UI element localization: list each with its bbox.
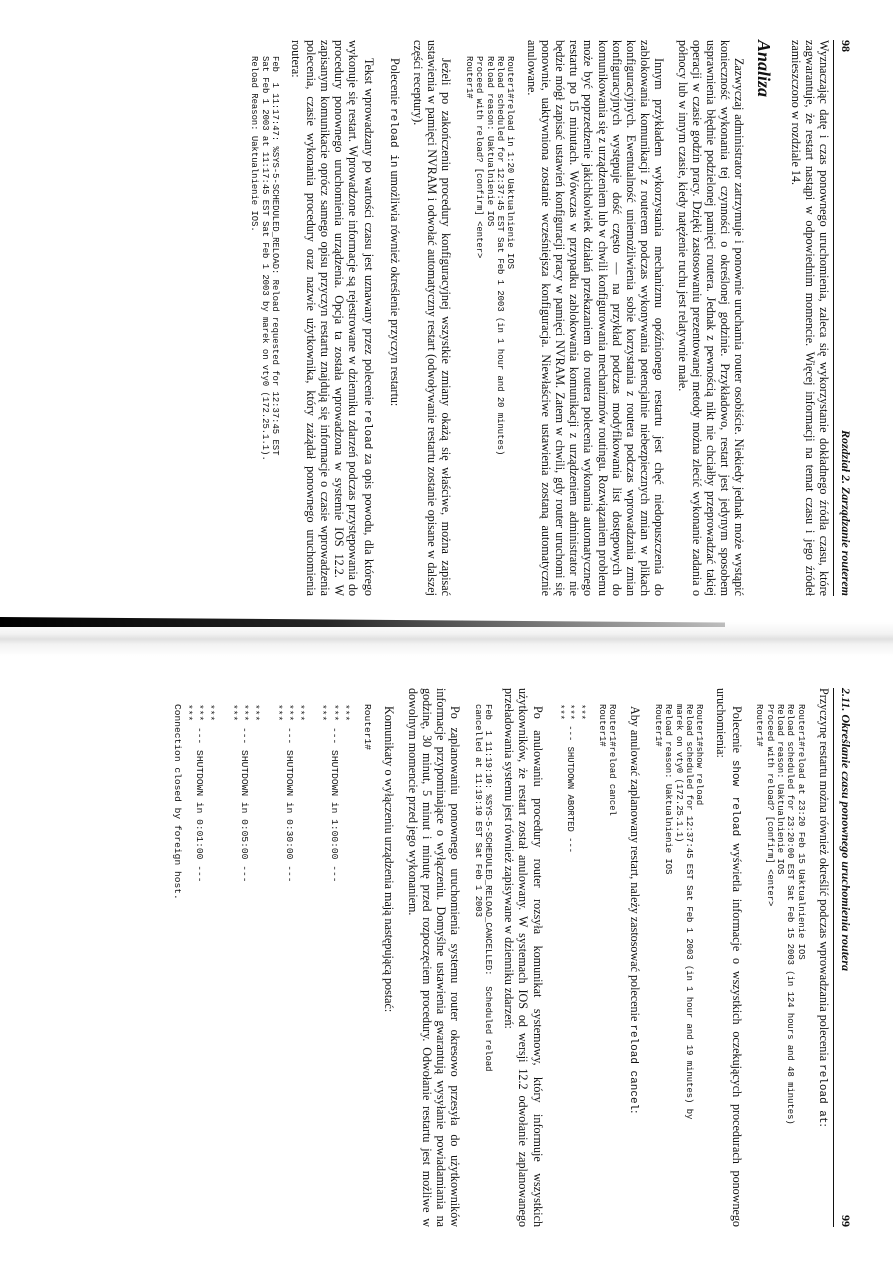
page-number-left: 98	[839, 40, 853, 52]
code-line: Proceed with reload? [confirm] <enter>	[474, 56, 485, 259]
page-99	[0, 656, 893, 1263]
text-run: :	[817, 1123, 831, 1127]
code-line: ***	[295, 704, 307, 722]
code-line: Sat Feb 1 2003 at 11:17:45 EST Sat Feb 1 2003 by marek on vty0 (172.25.1.1).	[259, 56, 270, 461]
page-98	[0, 0, 893, 622]
code-line: Router1#	[596, 704, 607, 747]
inline-code: reload	[361, 409, 374, 450]
code-line: Router1#	[754, 704, 765, 747]
code-line: Reload reason: Uaktualnienie IOS	[774, 704, 785, 875]
text-run: wyświetla informacje o wszystkich oczekujących procedurach ponownego uruchomienia:	[713, 688, 744, 1227]
code-line: Proceed with reload? [confirm] <enter>	[764, 704, 775, 907]
text-run: umożliwia również określenie przyczyn restartu:	[387, 167, 402, 407]
code-line: ***	[250, 704, 262, 722]
code-line: Router1#reload at 23:20 Feb 15 Uaktualnienie IOS	[795, 704, 806, 960]
code-line: Reload scheduled for 12:37:45 EST Sat Feb 1 2003 (in 1 hour and 19 minutes) by	[683, 704, 694, 1120]
section-heading-analiza: Analiza	[754, 40, 775, 98]
code-reload-at	[754, 704, 806, 1227]
section-title: 2.11. Określanie czasu ponownego uruchomienia routera	[839, 688, 853, 972]
code-line: Reload scheduled for 23:20:00 EST Sat Feb 15 2003 (in 124 hours and 48 minutes)	[785, 704, 796, 1125]
page-header-left	[833, 40, 853, 596]
code-line: Reload scheduled for 12:37:45 EST Sat Feb 1 2003 (in 1 hour and 20 minutes)	[494, 56, 505, 456]
text-run: Aby anulować zaplanowany restart, należy zastosować polecenie	[628, 706, 643, 1025]
analysis-paragraph-1: Zazwyczaj administrator zatrzymuje i ponownie uruchamia router osobiście. Niekiedy jednak może wystąpić konieczność wykonania tej czynności o określonej godzinie. Przykładowo, restart jest jedynym sposobem usprawnienia błędnie podzielonej pamięci routera. Jednak z pewnością nikt nie chciałby przeprowadzać takiej operacji w czasie godzin pracy. Dzięki zastosowaniu prezentowanej metody można zlecić wykonanie zadania o północy lub w innym czasie, kiedy natężenie ruchu jest relatywnie małe.	[675, 40, 747, 596]
code-line: Connection closed by foreign host.	[171, 704, 183, 900]
code-line: ***	[339, 704, 351, 722]
code-line: Router1#	[652, 704, 663, 747]
code-line: ***	[272, 704, 284, 722]
page-99-content	[162, 688, 831, 1227]
code-reload-in	[463, 56, 515, 596]
code-line: *** --- SHUTDOWN in 1:00:00 ---	[328, 704, 340, 883]
page-number-right: 99	[839, 1215, 853, 1227]
code-line: ***	[317, 704, 329, 722]
code-line: Reload reason: Uaktualnienie IOS	[484, 56, 495, 227]
code-line: Reload reason: Uaktualnienie IOS	[663, 704, 674, 875]
text-run: za opis powodu, dla którego wykonuje się restart. Wprowadzone informacje są rejestrowane w dzienniku zdarzeń podczas przystępowania do procedury ponownego uruchomienia urządzenia. Opcja ta została wprowadzona w systemie IOS 12.2. W zapisanym komunikacie oprócz samego opisu przyczyn restartu znajdują się informacje o czasie wprowadzenia polecenia, czasie wykonania procedury oraz nazwie użytkownika, który zażądał ponownego uruchomienia routera:	[289, 40, 377, 596]
code-line: Feb 1 11:17:47: %SYS-5-SCHEDULED_RELOAD: Reload requested for 12:37:45 EST	[270, 56, 281, 456]
analysis-paragraph-2: Innym przykładem wykorzystania mechanizmu opóźnionego restartu jest chęć niedopuszczenia do zablokowania komunikacji z routerem podczas wykonywania potencjalnie niebezpiecznych zmian w plikach konfiguracyjnych. Ewentualność uniemożliwienia sobie korzystania z routera podczas wprowadzania zmian konfiguracyjnych występuje dość często — na przykład podczas modyfikowania list dostępowych do komunikowania się z urządzeniem lub w chwili konfigurowania mechanizmów routingu. Rozwiązaniem problemu może być poprzedzenie jakichkolwiek działań przekazaniem do routera polecenia wykonania automatycznego restartu po 15 minutach. Wówczas w przypadku zablokowania komunikacji z urządzeniem administrator nie będzie mógł zapisać ustawień konfiguracji pracy w pamięci NVRAM. Zatem w chwili, gdy router uruchomi się ponownie, uaktywniona zostanie wcześniejsza konfiguracja. Niewłaściwe ustawienia zostaną automatycznie anulowane.	[524, 40, 667, 596]
code-line: *** --- SHUTDOWN in 0:01:00 ---	[194, 704, 206, 883]
code-line: Router1#reload in 1:20 Uaktualnienie IOS	[505, 56, 516, 270]
code-line: cancelled at 11:19:10 EST Sat Feb 1 2003	[472, 704, 483, 918]
analysis-paragraph-3: Jeżeli po zakończeniu procedury konfiguracyjnej wszystkie zmiany okażą się właściwe, można zapisać ustawienia w pamięci NVRAM i odwołać automatyczny restart (odwoływanie restartu zostanie opisane w dalszej części receptury).	[410, 40, 454, 596]
code-line: Router1#reload cancel	[607, 704, 618, 816]
code-line: *** --- SHUTDOWN in 0:05:00 ---	[239, 704, 251, 883]
inline-code: show reload	[728, 759, 741, 837]
inline-code: reload cancel	[627, 1024, 640, 1111]
code-line: Router1#	[362, 704, 374, 751]
text-run: Polecenie	[729, 706, 744, 760]
code-line: Router1#show reload	[694, 704, 705, 806]
code-line: ***	[227, 704, 239, 722]
book-gutter	[0, 622, 893, 656]
right-paragraph-2	[713, 688, 743, 1227]
right-paragraph-1	[815, 688, 831, 1227]
analysis-paragraph-5	[289, 40, 376, 596]
code-line: *** --- SHUTDOWN ABORTED ---	[565, 704, 576, 854]
code-line: Router1#	[463, 56, 474, 99]
code-shutdown-messages	[172, 704, 374, 1227]
right-paragraph-5: Po zaplanowaniu ponownego uruchomienia systemu router okresowo przesyła do użytkowników informacje przypominające o wyłączeniu. Domyślne ustawienia gwarantują wysyłanie powiadamiania na godzinę, 30 minut, 5 minut i minutę przed rozpoczęciem procedury. Odwołanie restartu jest możliwe w dowolnym momencie przed jego wykonaniem.	[405, 688, 463, 1227]
right-paragraph-3	[626, 688, 642, 1227]
code-reload-cancel	[555, 704, 617, 1227]
code-show-reload	[652, 704, 704, 1227]
page-header-right	[833, 688, 853, 1227]
code-scheduled-reload-log	[249, 56, 280, 596]
intro-paragraph: Wyznaczając datę i czas ponownego uruchomienia, zaleca się wykorzystanie dokładnego źródła czasu, które zagwarantuje, że restart nastąpi w odpowiednim momencie. Więcej informacji na temat czasu i jego źródeł zamieszczono w rozdziale 14.	[788, 40, 831, 596]
inline-code: reload at	[816, 1064, 828, 1124]
code-line: *** --- SHUTDOWN in 0:30:00 ---	[283, 704, 295, 883]
right-paragraph-4: Po anulowaniu procedury router rozsyła komunikat systemowy, który informuje wszystkich użytkowników, że restart został anulowany. W systemach IOS od wersji 12.2 odwołanie zaplanowanego przeładowania systemu jest również zapisywane w dzienniku zdarzeń:	[502, 688, 545, 1227]
page-98-content	[239, 40, 831, 596]
code-reload-cancelled-log	[472, 704, 493, 1227]
code-line: ***	[555, 704, 566, 720]
inline-code: reload in	[386, 108, 399, 168]
right-paragraph-6: Komunikaty o wyłączeniu urządzenia mają następującą postać:	[382, 706, 397, 1013]
code-line: ***	[183, 704, 194, 722]
code-line: ***	[575, 704, 586, 720]
text-run: Polecenie	[387, 58, 402, 109]
code-line: marek on vty0 (172.25.1.1)	[673, 704, 684, 843]
analysis-paragraph-4	[386, 40, 402, 596]
text-run: Przyczynę restartu można również określić podczas wprowadzania polecenia	[817, 688, 831, 1065]
text-run: :	[628, 1110, 643, 1114]
code-line: Feb 1 11:19:10: %SYS-5-SCHEDULED_RELOAD_CANCELLED: Scheduled reload	[483, 704, 494, 1072]
code-line: ***	[205, 704, 217, 722]
text-run: Tekst wprowadzany po wartości czasu jest uznawany przez polecenie	[362, 58, 377, 410]
code-line: Reload Reason: Uaktualnienie IOS.	[249, 56, 260, 232]
chapter-title: Rozdział 2. Zarządzanie routerem	[839, 429, 853, 596]
